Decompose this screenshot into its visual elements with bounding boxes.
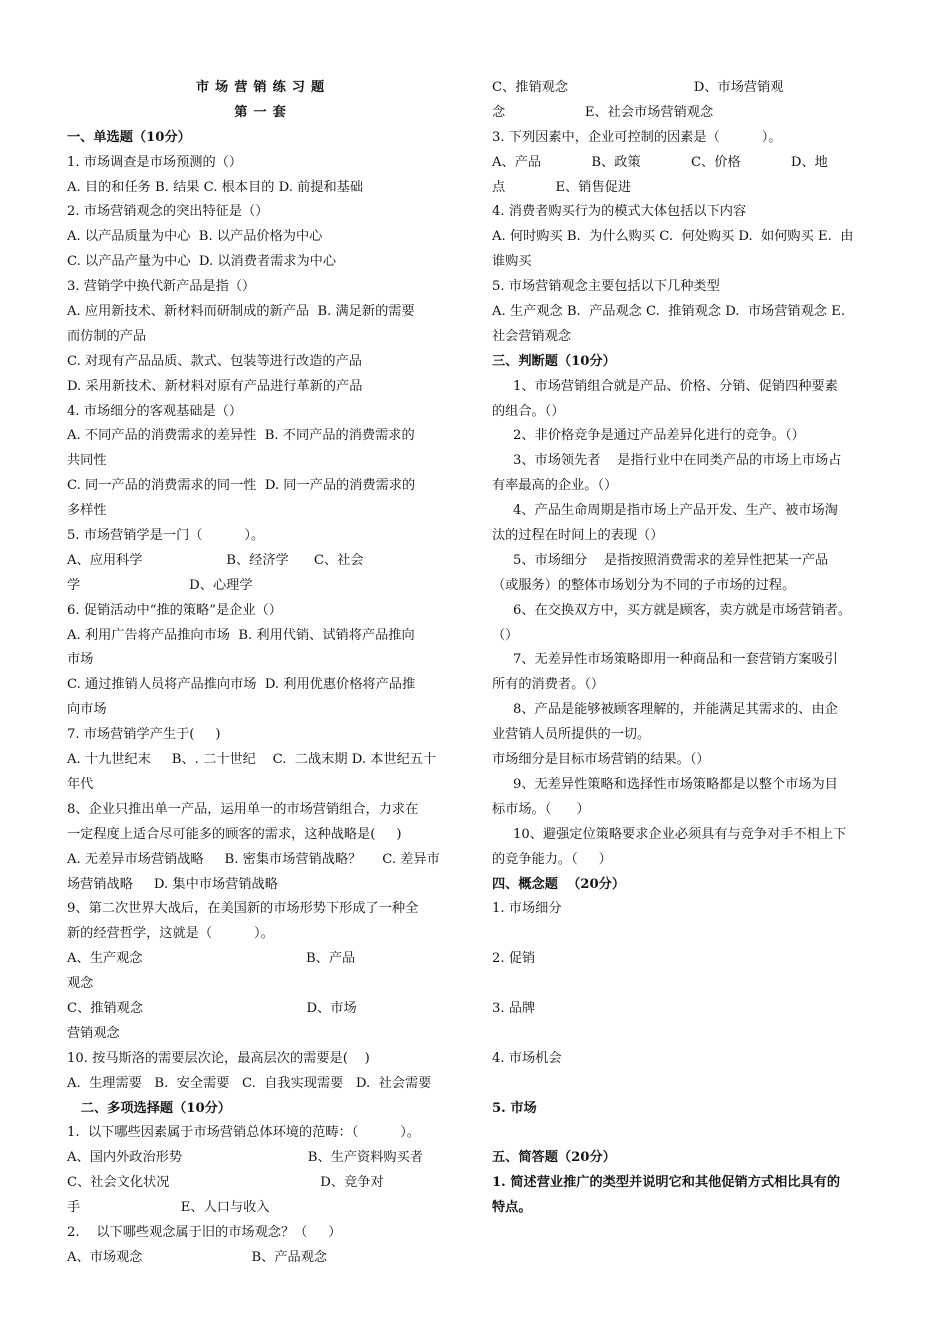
- document-title: 第一套: [234, 104, 292, 120]
- blank-space: [492, 1072, 884, 1097]
- left-text-line: C. 通过推销人员将产品推向市场 D. 利用优惠价格将产品推: [67, 677, 416, 693]
- right-text-line: 有率最高的企业。（）: [492, 478, 618, 494]
- right-text-line: （或服务）的整体市场划分为不同的子市场的过程。: [492, 577, 796, 593]
- right-text-line: 谁购买: [492, 254, 532, 270]
- left-text-line: A、市场观念 B、产品观念: [67, 1249, 328, 1265]
- left-text-line: 市场: [67, 652, 94, 668]
- left-text-line: 4. 市场细分的客观基础是（）: [67, 403, 243, 419]
- left-text-line: 多样性: [67, 503, 107, 519]
- left-text-line: A. 目的和任务 B. 结果 C. 根本目的 D. 前提和基础: [67, 179, 364, 195]
- right-text-line: 念 E、社会市场营销观念: [492, 104, 714, 120]
- right-text-line: 点 E、销售促进: [492, 179, 632, 195]
- left-text-line: 6. 促销活动中“推的策略”是企业（）: [67, 602, 282, 618]
- right-text-line: A、产品 B、政策 C、价格 D、地: [492, 154, 828, 170]
- left-text-line: 手 E、人口与收入: [67, 1200, 270, 1216]
- right-text-line: 10、避强定位策略要求企业必须具有与竞争对手不相上下: [492, 826, 847, 842]
- right-text-line: 的组合。（）: [492, 403, 565, 419]
- right-text-line: （）: [492, 627, 519, 643]
- left-text-line: 场营销战略 D. 集中市场营销战略: [67, 876, 278, 892]
- left-column: [67, 76, 459, 1271]
- left-text-line: A. 十九世纪末 B、. 二十世纪 C. 二战末期 D. 本世纪五十: [67, 752, 437, 768]
- section-heading: 五、简答题（20分）: [492, 1150, 616, 1166]
- section-heading: 特点。: [492, 1200, 532, 1216]
- right-text-line: 社会营销观念: [492, 328, 572, 344]
- right-text-line: 的竞争能力。（ ）: [492, 851, 612, 867]
- left-text-line: 5. 市场营销学是一门（ ）。: [67, 528, 265, 544]
- right-text-line: 5. 市场营销观念主要包括以下几种类型: [492, 279, 720, 295]
- left-text-line: 向市场: [67, 702, 107, 718]
- blank-space: [492, 922, 884, 947]
- right-text-line: 3. 品牌: [492, 1000, 536, 1016]
- left-text-line: A. 无差异市场营销战略 B. 密集市场营销战略？ C. 差异市: [67, 851, 440, 867]
- left-text-line: 而仿制的产品: [67, 328, 147, 344]
- left-text-line: A. 不同产品的消费需求的差异性 B. 不同产品的消费需求的: [67, 428, 415, 444]
- right-text-line: 所有的消费者。（）: [492, 677, 605, 693]
- section-heading: 四、概念题 （20分）: [492, 876, 626, 892]
- left-text-line: 学 D、心理学: [67, 577, 253, 593]
- blank-space: [492, 1121, 884, 1146]
- right-column: [492, 76, 884, 1221]
- right-text-line: 4. 市场机会: [492, 1050, 562, 1066]
- right-text-line: 2、非价格竞争是通过产品差异化进行的竞争。（）: [492, 428, 805, 444]
- left-text-line: C、社会文化状况 D、竞争对: [67, 1175, 384, 1191]
- right-text-line: 业营销人员所提供的一切。: [492, 727, 651, 743]
- left-text-line: A. 生理需要 B. 安全需要 C. 自我实现需要 D. 社会需要: [67, 1075, 432, 1091]
- left-text-line: 观念: [67, 976, 94, 992]
- blank-space: [492, 1022, 884, 1047]
- section-heading: 二、多项选择题（10分）: [67, 1100, 231, 1116]
- left-text-line: 10. 按马斯洛的需要层次论，最高层次的需要是( ): [67, 1050, 370, 1066]
- right-text-line: 1. 市场细分: [492, 901, 562, 917]
- left-text-line: 3. 营销学中换代新产品是指（）: [67, 279, 256, 295]
- left-text-line: 2. 市场营销观念的突出特征是（）: [67, 204, 269, 220]
- right-text-line: 汰的过程在时间上的表现（）: [492, 528, 664, 544]
- left-text-line: 1. 市场调查是市场预测的（）: [67, 154, 243, 170]
- right-text-line: 4、产品生命周期是指市场上产品开发、生产、被市场淘: [492, 503, 838, 519]
- right-text-line: 5、市场细分 是指按照消费需求的差异性把某一产品: [492, 552, 829, 568]
- left-text-line: A、应用科学 B、经济学 C、社会: [67, 552, 364, 568]
- right-text-line: A. 生产观念 B. 产品观念 C. 推销观念 D. 市场营销观念 E.: [492, 304, 846, 320]
- left-text-line: 营销观念: [67, 1025, 120, 1041]
- left-text-line: 9、第二次世界大战后，在美国新的市场形势下形成了一种全: [67, 901, 419, 917]
- left-text-line: C、推销观念 D、市场: [67, 1000, 357, 1016]
- question-line: 5. 市场: [492, 1100, 537, 1116]
- left-text-line: 2. 以下哪些观念属于旧的市场观念？（ ）: [67, 1224, 342, 1240]
- right-text-line: 3. 下列因素中，企业可控制的因素是（ ）。: [492, 129, 782, 145]
- right-text-line: 1、市场营销组合就是产品、价格、分销、促销四种要素: [492, 378, 838, 394]
- left-text-line: A、国内外政治形势 B、生产资料购买者: [67, 1150, 423, 1166]
- left-text-line: 年代: [67, 776, 94, 792]
- left-text-line: 8、企业只推出单一产品，运用单一的市场营销组合，力求在: [67, 801, 419, 817]
- right-text-line: 6、在交换双方中，买方就是顾客，卖方就是市场营销者。: [492, 602, 852, 618]
- left-text-line: A. 利用广告将产品推向市场 B. 利用代销、试销将产品推向: [67, 627, 415, 643]
- document-title: 市场营销练习题: [195, 80, 331, 95]
- left-text-line: D. 采用新技术、新材料对原有产品进行革新的产品: [67, 378, 363, 394]
- section-heading: 一、单选题（10分）: [67, 129, 191, 145]
- left-text-line: C. 同一产品的消费需求的同一性 D. 同一产品的消费需求的: [67, 478, 416, 494]
- right-text-line: C、推销观念 D、市场营销观: [492, 80, 784, 95]
- right-text-line: 8、产品是能够被顾客理解的，并能满足其需求的、由企: [492, 702, 838, 718]
- left-text-line: A. 以产品质量为中心 B. 以产品价格为中心: [67, 229, 323, 245]
- right-text-line: 9、无差异性策略和选择性市场策略都是以整个市场为目: [492, 776, 838, 792]
- right-text-line: 标市场。（ ）: [492, 801, 590, 817]
- left-text-line: 7. 市场营销学产生于( ): [67, 727, 221, 743]
- right-text-line: 4. 消费者购买行为的模式大体包括以下内容: [492, 204, 747, 220]
- left-text-line: C. 以产品产量为中心 D. 以消费者需求为中心: [67, 254, 337, 270]
- right-text-line: A. 何时购买 B. 为什么购买 C. 何处购买 D. 如何购买 E. 由: [492, 229, 854, 245]
- section-heading: 1. 简述营业推广的类型并说明它和其他促销方式相比具有的: [492, 1175, 841, 1191]
- blank-space: [492, 972, 884, 997]
- right-text-line: 3、市场领先者 是指行业中在同类产品的市场上市场占: [492, 453, 842, 469]
- section-heading: 三、判断题（10分）: [492, 353, 616, 369]
- right-text-line: 7、无差异性市场策略即用一种商品和一套营销方案吸引: [492, 652, 838, 668]
- left-text-line: A. 应用新技术、新材料而研制成的新产品 B. 满足新的需要: [67, 304, 415, 320]
- left-text-line: 一定程度上适合尽可能多的顾客的需求，这种战略是( ): [67, 826, 402, 842]
- right-text-line: 2. 促销: [492, 951, 536, 967]
- left-text-line: 共同性: [67, 453, 107, 469]
- left-text-line: 新的经营哲学，这就是（ ）。: [67, 926, 274, 942]
- left-text-line: A、生产观念 B、产品: [67, 951, 356, 967]
- right-text-line: 市场细分是目标市场营销的结果。（）: [492, 752, 710, 768]
- left-text-line: 1. 以下哪些因素属于市场营销总体环境的范畴：（ ）。: [67, 1125, 420, 1141]
- left-text-line: C. 对现有产品品质、款式、包装等进行改造的产品: [67, 353, 362, 369]
